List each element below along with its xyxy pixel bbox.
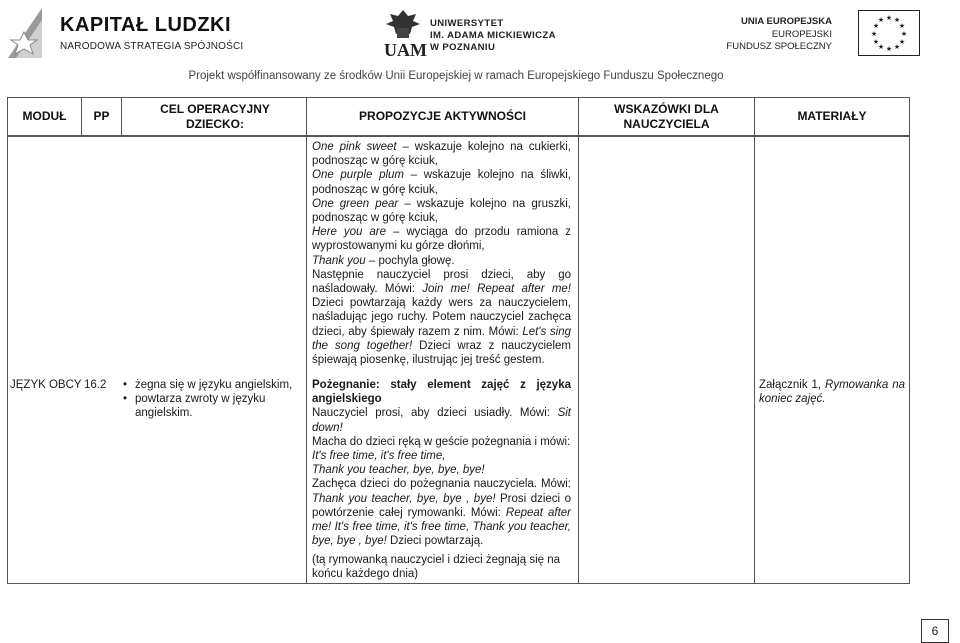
- module-value: JĘZYK OBCY: [10, 379, 82, 391]
- header-pp: PP: [93, 109, 110, 123]
- svg-text:★: ★: [870, 30, 878, 38]
- svg-text:★: ★: [885, 45, 893, 53]
- song-line-5: Thank you – pochyla głowę.: [312, 254, 455, 267]
- farewell-activity: [312, 378, 571, 548]
- farewell-rhyme-2: Thank you teacher, bye, bye, bye!: [312, 464, 485, 477]
- goals-list: [121, 378, 303, 421]
- farewell-p5: Zachęca dzieci do pożegnania nauczyciela. Mówi: Thank you teacher, bye, bye , bye! Prosi dzieci o powtórzenie całej rymowanki. Mówi: Repeat after me! It's free time, it's free time, Thank you teacher, bye, bye , bye! Dzieci powtarzają.: [312, 478, 571, 548]
- kapital-ludzki-subtitle: NARODOWA STRATEGIA SPÓJNOŚCI: [60, 41, 244, 52]
- svg-text:★: ★: [900, 30, 908, 38]
- farewell-rhyme-1: It's free time, it's free time,: [312, 450, 446, 463]
- kapital-ludzki-emblem-icon: [2, 2, 56, 64]
- goal-item: • żegna się w języku angielskim,: [121, 378, 303, 392]
- pp-value: 16.2: [84, 379, 107, 391]
- svg-text:★: ★: [872, 22, 880, 30]
- eu-line-3: FUNDUSZ SPOŁECZNY: [726, 41, 832, 52]
- materials-value: Załącznik 1, Rymowanka na koniec zajęć.: [759, 379, 905, 406]
- song-line-1: One pink sweet – wskazuje kolejno na cukierki, podnosząc w górę kciuk,: [312, 141, 571, 168]
- farewell-p2: Macha do dzieci ręką w geście pożegnania i mówi:: [312, 435, 571, 448]
- project-cofinancing-line: Projekt współfinansowany ze środków Unii Europejskiej w ramach Europejskiego Funduszu Społecznego: [188, 70, 724, 82]
- svg-text:★: ★: [898, 22, 906, 30]
- farewell-heading: Pożegnanie: stały element zajęć z języka angielskiego: [312, 379, 571, 406]
- eu-line-2: EUROPEJSKI: [771, 29, 832, 40]
- svg-text:★: ★: [898, 38, 906, 46]
- activities-continuation: [312, 140, 571, 367]
- header-goal: CEL OPERACYJNY DZIECKO:: [160, 101, 270, 131]
- svg-text:★: ★: [877, 43, 885, 51]
- svg-text:★: ★: [877, 16, 885, 24]
- page-number: 6: [921, 619, 949, 643]
- farewell-note: (tą rymowanką nauczyciel i dzieci żegnają się na końcu każdego dnia): [312, 554, 561, 581]
- header-activities: PROPOZYCJE AKTYWNOŚCI: [359, 109, 526, 123]
- song-line-2: One purple plum – wskazuje kolejno na śliwki, podnosząc w górę kciuk,: [312, 169, 571, 196]
- kapital-ludzki-title: KAPITAŁ LUDZKI: [60, 14, 232, 36]
- goal-item: • powtarza zwroty w języku angielskim.: [121, 392, 303, 420]
- svg-text:★: ★: [872, 38, 880, 46]
- university-logo: [380, 8, 580, 64]
- imitation-paragraph: Następnie nauczyciel prosi dzieci, aby go naśladowały. Mówi: Join me! Repeat after me! Dzieci powtarzają każdy wers za nauczycielem, naśladując jego ruchy. Potem nauczyciel zachęca dzieci, aby śpiewały razem z nim. Mówi: Let's sing the song together! Dzieci wraz z nauczycielem śpiewają piosenkę, ilustrując jej treść gestem.: [312, 268, 571, 367]
- header-module: MODUŁ: [22, 109, 67, 123]
- uam-logo-text: UAM: [384, 40, 427, 60]
- svg-text:★: ★: [893, 16, 901, 24]
- header-materials: MATERIAŁY: [797, 109, 867, 123]
- song-line-3: One green pear – wskazuje kolejno na gruszki, podnosząc w górę kciuk,: [312, 197, 571, 225]
- eu-logo: [726, 10, 920, 60]
- song-line-4: Here you are – wyciąga do przodu ramiona z wyprostowanymi ku górze dłońmi,: [312, 226, 571, 253]
- eu-line-1: UNIA EUROPEJSKA: [741, 16, 832, 27]
- farewell-p1: Nauczyciel prosi, aby dzieci usiadły. Mówi: Sit down!: [312, 407, 571, 434]
- header-tips: WSKAZÓWKI DLA NAUCZYCIELA: [614, 101, 719, 131]
- svg-text:★: ★: [885, 14, 893, 22]
- university-line-2: IM. ADAMA MICKIEWICZA: [430, 30, 556, 41]
- svg-text:★: ★: [893, 43, 901, 51]
- eu-flag-icon: [858, 10, 920, 56]
- university-line-3: W POZNANIU: [430, 42, 496, 53]
- university-line-1: UNIWERSYTET: [430, 18, 504, 29]
- kapital-ludzki-logo: [0, 0, 244, 70]
